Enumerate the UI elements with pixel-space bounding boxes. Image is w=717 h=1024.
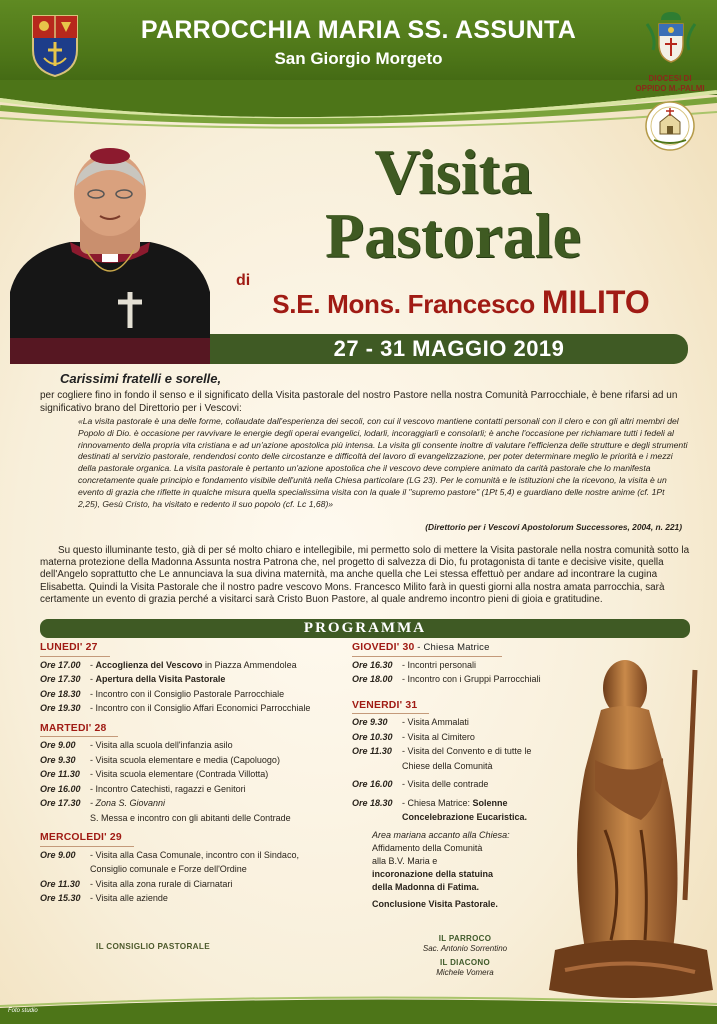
town-name: San Giorgio Morgeto — [274, 49, 443, 68]
day-tuesday: MARTEDI' 28 — [40, 722, 118, 738]
program-left-column — [40, 640, 340, 906]
schedule-row: Ore 18.00 - Incontro con i Gruppi Parrocchiali — [352, 674, 541, 684]
schedule-row: Ore 17.30 - Zona S. Giovanni — [40, 798, 166, 808]
jubilee-logo — [644, 100, 696, 152]
schedule-row: Ore 9.00 - Visita alla scuola dell'infanzia asilo — [40, 740, 233, 750]
intro-paragraph: per cogliere fino in fondo il senso e il significato della Visita pastorale del nostro Pastore nella nostra Comunità Parrocchiale, è bene rifarsi ad un significativo brano del Direttorio per i Vescovi: — [40, 390, 678, 414]
program-heading: PROGRAMMA — [40, 619, 690, 638]
schedule-row: Ore 11.30 - Visita del Convento e di tutte le — [352, 746, 532, 756]
parroco-signature: IL PARROCO Sac. Antonio Sorrentino IL DIACONO Michele Vomera — [422, 934, 508, 977]
day-monday: LUNEDI' 27 — [40, 641, 110, 657]
footer-swoosh — [0, 996, 717, 1024]
schedule-row: Ore 11.30 - Visita alla zona rurale di Ciarnatari — [40, 878, 233, 889]
schedule-row: Ore 19.30 - Incontro con il Consiglio Affari Economici Parrocchiale — [40, 703, 311, 713]
schedule-row: Ore 16.30 - Incontri personali — [352, 659, 477, 670]
body-paragraph: Su questo illuminante testo, già di per sé molto chiaro e intellegibile, mi permetto solo di mettere la Visita pastorale nella nostra comunità sotto la materna protezione della Madonna Assunta nostra Patrona che, nel progetto di salvezza di Dio, fu protagonista di tante e decisive visite, quella dell'Angelo soprattutto che Le annunciava la sua divina maternità, ma anche quella che Lei stessa effettuò per andare ad incontrare la cugina Elisabetta. Quindi la Visita Pastorale che il nostro padre vescovo Mons. Francesco Milito farà in questi giorni alla nostra amata parrocchia, sarà certamente un evento di grazia perché a visitarci sarà Cristo Buon Pastore, al quale andremo incontro pieni di gioia e gratitudine. — [40, 545, 690, 605]
bishop-portrait — [10, 142, 210, 364]
bishop-name — [226, 284, 696, 321]
header-swoosh — [0, 80, 717, 142]
schedule-row-cont: Concelebrazione Eucaristica. — [402, 812, 528, 822]
schedule-row: Ore 17.00 - Accoglienza del Vescovo in Piazza Ammendolea — [40, 659, 297, 670]
schedule-row-cont: Chiese della Comunità — [402, 760, 493, 771]
title-line1: Visita — [374, 136, 532, 207]
quote-source: (Direttorio per i Vescovi Apostolorum Successores, 2004, n. 221) — [425, 522, 682, 532]
schedule-row: Ore 18.30 - Incontro con il Consiglio Pastorale Parrocchiale — [40, 688, 285, 699]
greeting: Carissimi fratelli e sorelle, — [60, 371, 222, 386]
day-thursday: GIOVEDI' 30 - Chiesa Matrice — [352, 641, 502, 657]
schedule-row: Ore 17.30 - Apertura della Visita Pastorale — [40, 674, 226, 684]
schedule-row: Ore 16.00 - Incontro Catechisti, ragazzi e Genitori — [40, 783, 246, 794]
saint-statue — [545, 650, 717, 1006]
bishop-name-part: S.E. Mons. Francesco — [272, 289, 542, 319]
program-right-column — [352, 640, 552, 911]
title-line2: Pastorale — [325, 200, 581, 271]
schedule-row: Ore 10.30 - Visita al Cimitero — [352, 731, 475, 742]
diocese-name — [620, 74, 717, 94]
schedule-row: Ore 18.30 - Chiesa Matrice: Solenne — [352, 797, 508, 808]
diocese-line1: DIOCESI DI — [648, 74, 692, 83]
directory-quote: «La visita pastorale è una delle forme, collaudate dall'esperienza dei secoli, con cui il vescovo mantiene contatti personali con il clero e con gli altri membri del Popolo di Dio. è occasione per ravvivare le energie degli operai evangelici, lodarli, incoraggiarli e consolarli; è anche l'occasione per richiamare tutti i fedeli al rinnovamento della propria vita cristiana e ad un'azione apostolica più intensa. La visita gli consente inoltre di valutare l'efficienza delle strutture e degli strumenti destinati al servizio pastorale, rendendosi conto delle circostanze e difficoltà del lavoro di evangelizzazione, per poter determinare meglio le priorità e i mezzi della pastorale organica. La visita pastorale è pertanto un'azione apostolica che il vescovo deve compiere animato da carità pastorale che lo manifesta concretamente quale principio e fondamento visibile dell'unità nella Chiesa particolare (LG 23). Per le comunità e le istituzioni che la ricevono, la visita è un evento di grazia che riflette in qualche misura quella specialissima visita con la quale il "supremo pastore" (1Pt 5,4) e guardiano delle nostre anime (cf. 1Pt 2,25), Gesù Cristo, ha visitato e redento il suo popolo (cf. Lc 1,68)» — [78, 416, 688, 509]
schedule-row-cont: Consiglio comunale e Forze dell'Ordine — [90, 864, 247, 874]
parish-title: PARROCCHIA MARIA SS. ASSUNTA — [140, 16, 577, 44]
schedule-row: Ore 15.30 - Visita alle aziende — [40, 893, 168, 903]
main-title — [218, 136, 688, 271]
diocese-coat-of-arms — [643, 10, 699, 66]
schedule-row: Ore 9.30 - Visita Ammalati — [352, 717, 469, 727]
schedule-row: Ore 9.00 - Visita alla Casa Comunale, incontro con il Sindaco, — [40, 849, 299, 860]
diocese-line2: OPPIDO M.-PALMI — [635, 84, 705, 93]
pastoral-council-signature: IL CONSIGLIO PASTORALE — [96, 942, 210, 951]
bishop-surname: MILITO — [541, 284, 650, 320]
day-wednesday: MERCOLEDI' 29 — [40, 831, 134, 847]
marian-area-block: Area mariana accanto alla Chiesa: Affidamento della Comunità alla B.V. Maria e incoronazione della statuina della Madonna di Fatima. Conclusione Visita Pastorale. — [372, 829, 510, 909]
title-di: di — [236, 272, 251, 289]
dates-banner: 27 - 31 MAGGIO 2019 — [210, 334, 688, 364]
schedule-row: Ore 11.30 - Visita scuola elementare (Contrada Villotta) — [40, 769, 269, 779]
day-friday: VENERDI' 31 — [352, 699, 429, 715]
schedule-row: Ore 16.00 - Visita delle contrade — [352, 779, 489, 789]
footer-logo: Foto studio — [8, 1008, 38, 1014]
schedule-row-cont: S. Messa e incontro con gli abitanti delle Contrade — [90, 812, 291, 823]
schedule-row: Ore 9.30 - Visita scuola elementare e media (Capoluogo) — [40, 754, 280, 765]
